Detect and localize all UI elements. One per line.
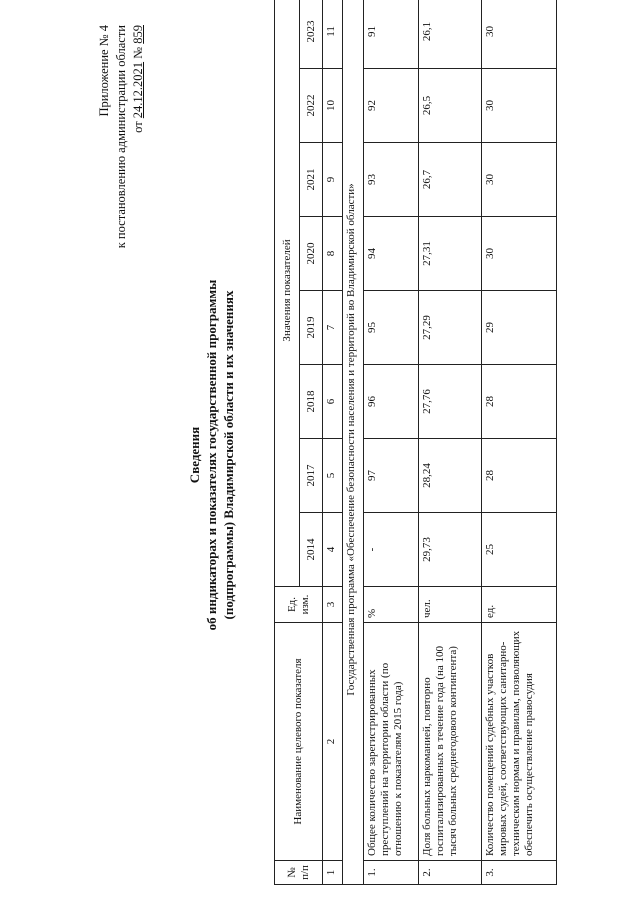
header-row-1 [275,0,300,885]
header-year: 2020 [300,217,323,291]
table-body [343,0,557,885]
appendix-decree: к постановлению администрации области [114,25,128,249]
column-number: 8 [323,217,343,291]
appendix-date-line [130,25,147,265]
appendix-ot: от [131,121,145,133]
row-value: 28 [482,439,557,513]
row-value: 95 [364,291,419,365]
appendix-title: Приложение № 4 [97,25,111,117]
row-num: 3. [482,861,557,885]
appendix-no: № [131,46,145,59]
row-value: - [364,513,419,587]
title-line-1: Сведения [187,426,202,484]
column-number: 6 [323,365,343,439]
row-value: 96 [364,365,419,439]
title-line-3: (подпрограммы) Владимирской области и их значениях [221,290,236,620]
column-number: 2 [323,623,343,861]
column-number: 3 [323,587,343,623]
header-year: 2023 [300,0,323,69]
program-title: Государственная программа «Обеспечение безопасности населения и территорий во Владимирской области» [343,0,364,885]
row-value: 28,24 [419,439,482,513]
program-row [343,0,364,885]
column-number: 4 [323,513,343,587]
header-year: 2018 [300,365,323,439]
row-value: 30 [482,143,557,217]
appendix-number: 859 [131,25,145,44]
row-value: 92 [364,69,419,143]
row-value: 30 [482,0,557,69]
column-number: 11 [323,0,343,69]
appendix-block [96,25,147,265]
row-name: Общее количество зарегистрированных преступлений на территории области (по отношению к показателям 2015 года) [364,623,419,861]
row-name: Доля больных наркоманией, повторно госпитализированных в течение года (на 100 тысяч больных среднегодового контингента) [419,623,482,861]
row-value: 26,1 [419,0,482,69]
row-num: 2. [419,861,482,885]
table-row [482,0,557,885]
row-value: 30 [482,69,557,143]
column-numbers-row [323,0,343,885]
column-number: 7 [323,291,343,365]
header-year: 2014 [300,513,323,587]
column-number: 1 [323,861,343,885]
row-unit: ед. [482,587,557,623]
header-name: Наименование целевого показателя [275,623,323,861]
header-num: № п/п [275,861,323,885]
row-unit: % [364,587,419,623]
row-value: 28 [482,365,557,439]
header-year: 2019 [300,291,323,365]
row-unit: чел. [419,587,482,623]
appendix-date: 24.12.2021 [131,61,145,119]
table-row [364,0,419,885]
row-value: 26,7 [419,143,482,217]
row-value: 30 [482,217,557,291]
row-value: 93 [364,143,419,217]
row-value: 29,73 [419,513,482,587]
header-unit: Ед. изм. [275,587,323,623]
header-year: 2021 [300,143,323,217]
column-number: 5 [323,439,343,513]
indicators-table [274,0,557,885]
row-value: 94 [364,217,419,291]
row-value: 27,76 [419,365,482,439]
header-values-group: Значения показателей [275,0,300,587]
row-name: Количество помещений судебных участков мировых судей, соответствующих санитарно-техническим нормам и правилам, позволяющих обеспечить осуществление правосудия [482,623,557,861]
row-value: 26,5 [419,69,482,143]
row-value: 27,31 [419,217,482,291]
table-row [419,0,482,885]
header-year: 2017 [300,439,323,513]
column-number: 9 [323,143,343,217]
row-value: 25 [482,513,557,587]
row-value: 97 [364,439,419,513]
header-year: 2022 [300,69,323,143]
row-value: 91 [364,0,419,69]
row-value: 29 [482,291,557,365]
title-line-2: об индикаторах и показателях государственной программы [204,279,219,631]
row-value: 27,29 [419,291,482,365]
row-num: 1. [364,861,419,885]
document-title [186,265,237,645]
column-number: 10 [323,69,343,143]
